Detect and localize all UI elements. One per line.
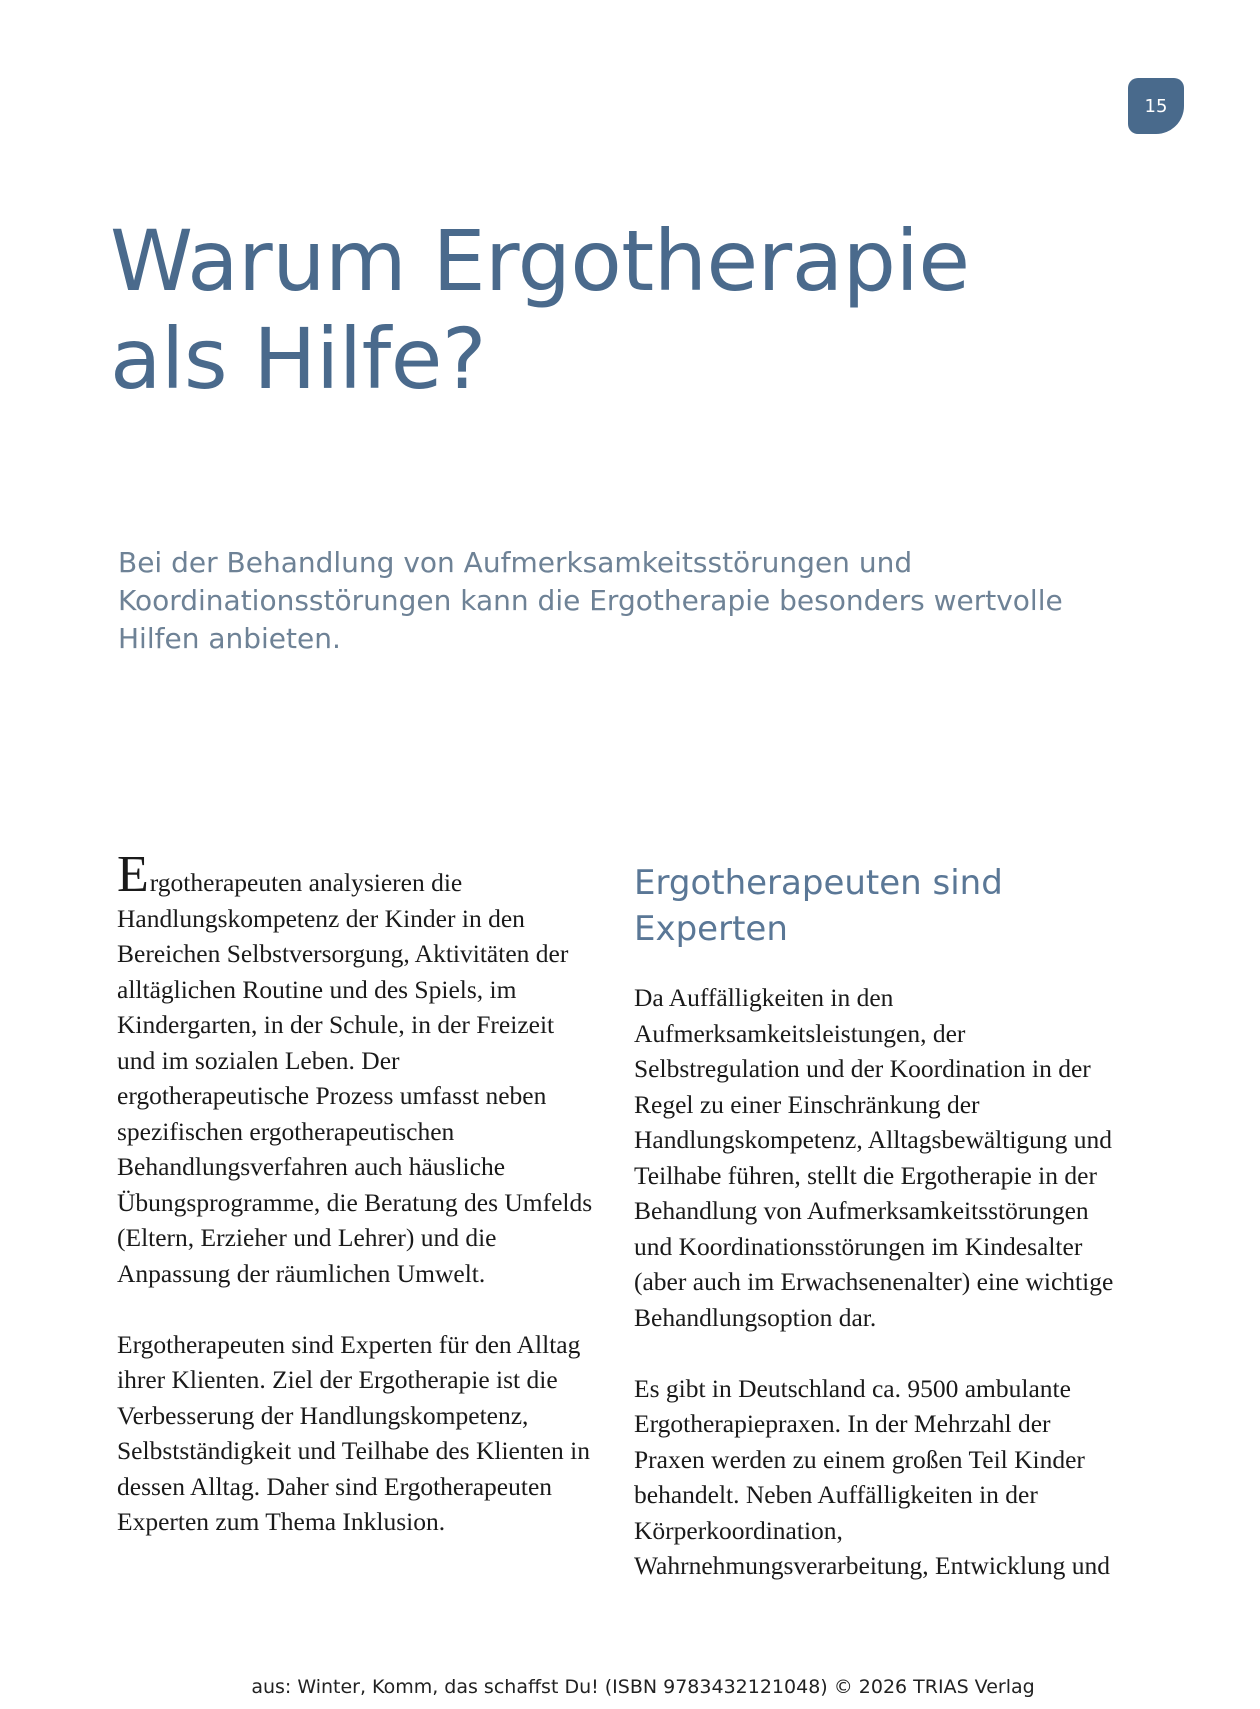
left-column (117, 846, 595, 1540)
footer-text: aus: Winter, Komm, das schaffst Du! (ISBN 9783432121048) © 2026 TRIAS Verlag (251, 1676, 1035, 1698)
footer-citation (0, 1676, 1260, 1698)
right-paragraph-2: Es gibt in Deutschland ca. 9500 ambulante Ergotherapiepraxen. In der Mehrzahl der Praxen werden zu einem großen Teil Kinder behandelt. Neben Auffälligkeiten in der Körperkoordination, Wahrnehmungsverarbeitung, Entwicklung und (634, 1373, 1110, 1580)
left-paragraph-2: Ergotherapeuten sind Experten für den Alltag ihrer Klienten. Ziel der Ergotherapie ist die Verbesserung der Handlungskompetenz, Selbstständigkeit und Teilhabe des Klienten in dessen Alltag. Daher sind Ergotherapeuten Experten zum Thema Inklusion. (117, 1329, 590, 1536)
left-paragraph-1-text: rgotherapeuten analysieren die Handlungskompetenz der Kinder in den Bereichen Selbstversorgung, Aktivitäten der alltäglichen Routine und des Spiels, im Kindergarten, in der Schule, in der Freizeit und im sozialen Leben. Der ergotherapeutische Prozess umfasst neben spezifischen ergotherapeutischen Behandlungsverfahren auch häusliche Übungsprogramme, die Beratung des Umfelds (Eltern, Erzieher und Lehrer) und die Anpassung der räumlichen Umwelt. (117, 868, 593, 1288)
drop-cap: E (117, 846, 149, 903)
left-paragraph-1 (117, 846, 595, 1291)
intro-text: Bei der Behandlung von Aufmerksamkeitsstörungen und Koordinationsstörungen kann die Ergotherapie besonders wertvolle Hilfen anbieten. (118, 546, 1063, 655)
page-number-badge (1128, 78, 1184, 134)
right-paragraph-1: Da Auffälligkeiten in den Aufmerksamkeitsleistungen, der Selbstregulation und der Koordination in der Regel zu einer Einschränkung der Handlungskompetenz, Alltagsbewältigung und Teilhabe führen, stellt die Ergotherapie in der Behandlung von Aufmerksamkeitsstörungen und Koordinationsstörungen im Kindesalter (aber auch im Erwachsenenalter) eine wichtige Behandlungsoption dar. (634, 983, 1114, 1332)
page-title (110, 212, 1110, 408)
page-title-line-1: Warum Ergotherapie (110, 212, 970, 310)
page-title-line-2: als Hilfe? (110, 310, 486, 408)
section-heading: Ergotherapeuten sind Experten (634, 863, 1003, 949)
page-number: 15 (1144, 95, 1168, 117)
right-column (634, 860, 1122, 1584)
